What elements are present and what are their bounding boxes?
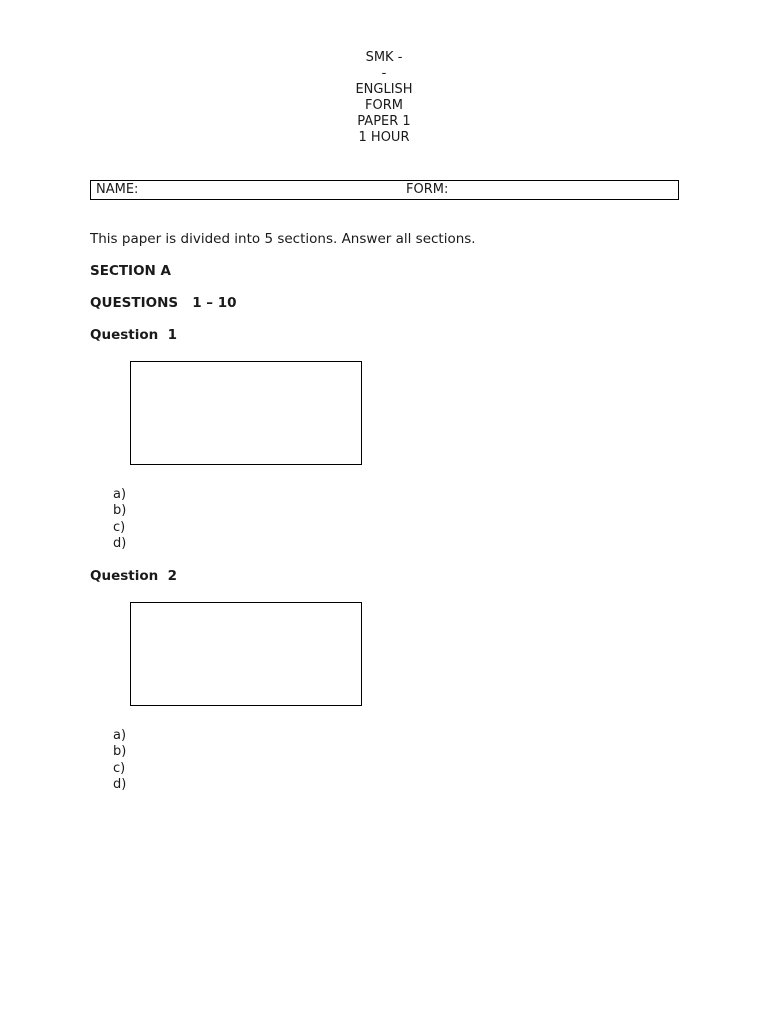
option-a: a) [113,728,127,743]
exam-header [0,50,768,146]
question-picture-box [130,361,362,465]
question-options [113,728,126,793]
question-title: Question 1 [90,327,178,343]
option-c: c) [113,760,126,776]
option-b: b) [113,744,127,760]
instructions-text: This paper is divided into 5 sections. Answer all sections. [90,231,476,247]
option-d: d) [113,776,127,792]
duration-line: 1 HOUR [358,130,410,145]
student-info-box [90,180,679,200]
option-c: c) [113,519,126,535]
form-line: FORM [365,98,403,113]
question-options [113,487,126,552]
paper-line: PAPER 1 [357,114,411,129]
school-line: SMK - [365,50,403,65]
form-label: FORM: [406,182,449,197]
question-picture-box [130,602,362,706]
header-dash-line: - [381,66,387,81]
option-b: b) [113,503,127,519]
option-a: a) [113,487,127,502]
option-d: d) [113,535,127,551]
section-title: SECTION A [90,263,172,279]
name-label: NAME: [96,182,139,197]
question-title: Question 2 [90,568,178,584]
questions-range: QUESTIONS 1 – 10 [90,295,237,311]
subject-line: ENGLISH [355,82,413,97]
